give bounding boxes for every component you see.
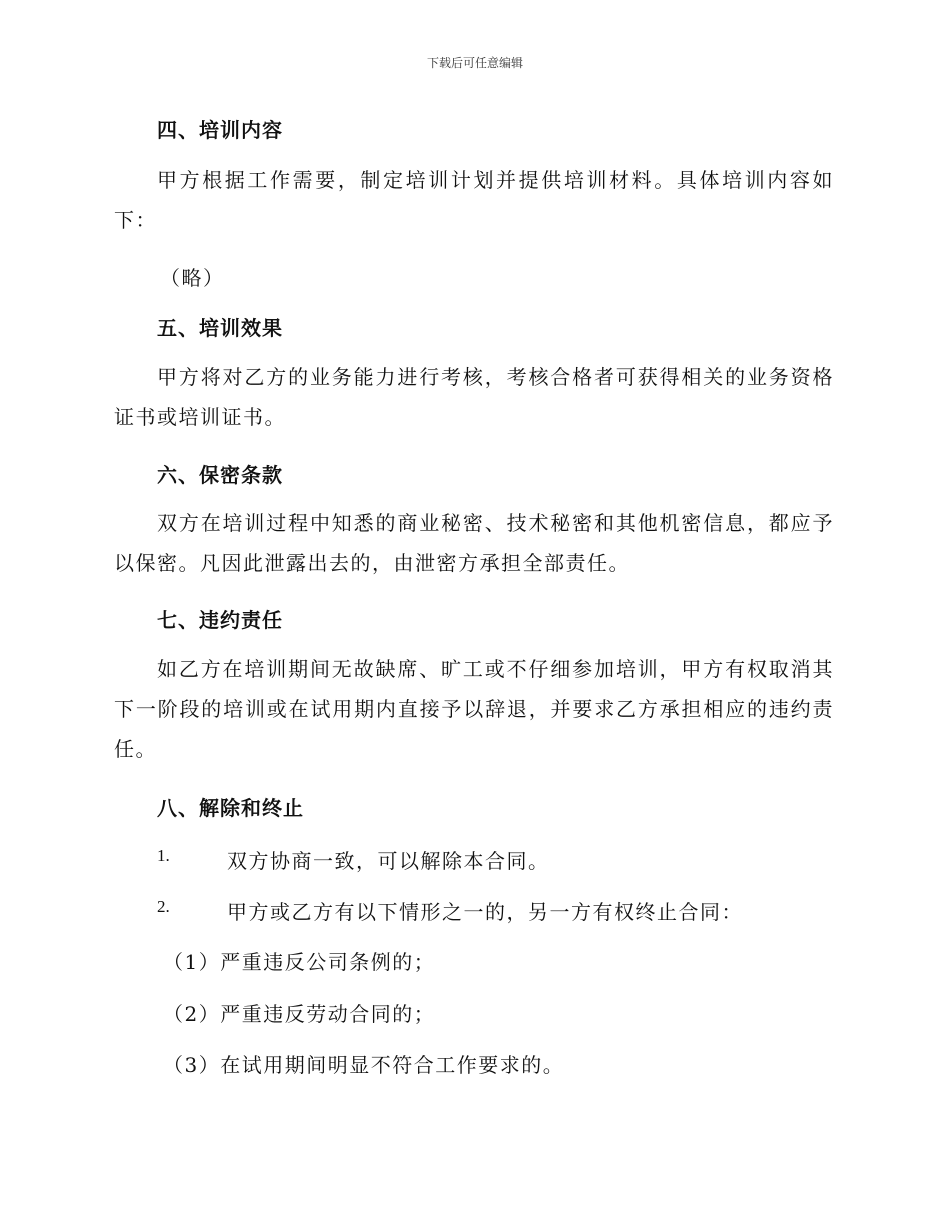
section-4-note: （略）: [160, 266, 225, 290]
sub-item: （2）严重违反劳动合同的；: [163, 1002, 436, 1026]
sub-item: （3）在试用期间明显不符合工作要求的。: [163, 1053, 565, 1077]
page-header: 下载后可任意编辑: [426, 56, 523, 70]
section-7-body: 如乙方在培训期间无故缺席、旷工或不仔细参加培训，甲方有权取消其下一阶段的培训或在试用期内直接予以辞退，并要求乙方承担相应的违约责任。: [114, 657, 834, 761]
section-8-title: 八、解除和终止: [157, 796, 304, 820]
section-6-body: 双方在培训过程中知悉的商业秘密、技术秘密和其他机密信息，都应予以保密。凡因此泄露出去的，由泄密方承担全部责任。: [114, 511, 834, 575]
list-item-number: 2.: [157, 897, 170, 916]
section-7-title: 七、违约责任: [157, 608, 283, 632]
list-item-text: 双方协商一致，可以解除本合同。: [227, 849, 550, 873]
list-item-text: 甲方或乙方有以下情形之一的，另一方有权终止合同：: [227, 900, 743, 924]
sub-item: （1）严重违反公司条例的；: [163, 950, 436, 974]
section-5-title: 五、培训效果: [157, 316, 283, 340]
section-5-body: 甲方将对乙方的业务能力进行考核，考核合格者可获得相关的业务资格证书或培训证书。: [114, 365, 834, 429]
list-item-number: 1.: [157, 846, 170, 865]
section-4-title: 四、培训内容: [157, 118, 283, 142]
section-6-title: 六、保密条款: [157, 463, 283, 487]
section-4-body: 甲方根据工作需要，制定培训计划并提供培训材料。具体培训内容如下：: [114, 168, 834, 232]
